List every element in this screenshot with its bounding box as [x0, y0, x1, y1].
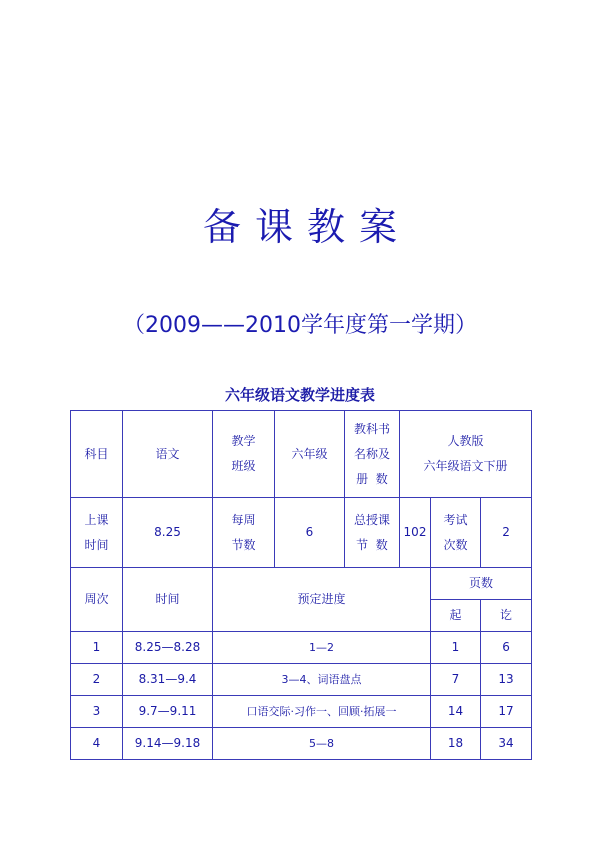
textbook-value-line2: 六年级语文下册	[423, 459, 508, 473]
document-title: 备课教案	[202, 205, 411, 249]
weekly-sessions-label	[213, 498, 275, 568]
week-cell: 4	[71, 728, 123, 760]
class-label-line2: 班级	[231, 459, 256, 473]
info-row-2	[71, 498, 532, 568]
page-start-cell: 7	[431, 664, 481, 696]
start-time-value: 8.25	[123, 498, 213, 568]
subject-value: 语文	[123, 411, 213, 498]
header-row-1	[71, 568, 532, 600]
total-sessions-value: 102	[400, 498, 431, 568]
subject-label: 科目	[71, 411, 123, 498]
page-end-cell: 6	[481, 632, 532, 664]
progress-header: 预定进度	[213, 568, 431, 632]
exam-count-label-line1: 考试	[443, 512, 468, 527]
week-cell: 1	[71, 632, 123, 664]
exam-count-value: 2	[481, 498, 532, 568]
textbook-label-line3: 册 数	[356, 471, 388, 486]
textbook-label-line2: 名称及	[353, 446, 390, 461]
textbook-value	[400, 411, 532, 498]
progress-cell: 5—8	[213, 728, 431, 760]
progress-cell: 1—2	[213, 632, 431, 664]
page-end-cell: 34	[481, 728, 532, 760]
page-end-header: 讫	[481, 600, 532, 632]
teaching-schedule-table	[70, 410, 532, 760]
time-cell: 8.25—8.28	[123, 632, 213, 664]
textbook-value-line1: 人教版	[447, 434, 484, 448]
textbook-label	[345, 411, 400, 498]
start-time-label	[71, 498, 123, 568]
exam-count-label-line2: 次数	[443, 537, 468, 552]
time-cell: 9.7—9.11	[123, 696, 213, 728]
page-start-header: 起	[431, 600, 481, 632]
total-sessions-label	[345, 498, 400, 568]
table-title: 六年级语文教学进度表	[224, 386, 375, 404]
page-start-cell: 18	[431, 728, 481, 760]
class-value: 六年级	[275, 411, 345, 498]
table-row	[71, 664, 532, 696]
start-time-label-line2: 时间	[84, 537, 109, 552]
total-sessions-label-line2: 节 数	[356, 537, 388, 552]
pages-header: 页数	[431, 568, 532, 600]
time-cell: 8.31—9.4	[123, 664, 213, 696]
table-row	[71, 632, 532, 664]
class-label	[213, 411, 275, 498]
start-time-label-line1: 上课	[84, 512, 109, 527]
table-row	[71, 728, 532, 760]
time-cell: 9.14—9.18	[123, 728, 213, 760]
page-end-cell: 17	[481, 696, 532, 728]
total-sessions-label-line1: 总授课	[353, 512, 390, 527]
weekly-sessions-label-line1: 每周	[231, 512, 256, 527]
progress-cell: 口语交际·习作一、回顾·拓展一	[213, 696, 431, 728]
page-start-cell: 1	[431, 632, 481, 664]
progress-cell: 3—4、词语盘点	[213, 664, 431, 696]
table-row	[71, 696, 532, 728]
weekly-sessions-label-line2: 节数	[231, 537, 256, 552]
week-header: 周次	[71, 568, 123, 632]
class-label-line1: 教学	[231, 434, 256, 448]
info-row-1	[71, 411, 532, 498]
exam-count-label	[431, 498, 481, 568]
week-cell: 2	[71, 664, 123, 696]
time-header: 时间	[123, 568, 213, 632]
weekly-sessions-value: 6	[275, 498, 345, 568]
page-end-cell: 13	[481, 664, 532, 696]
textbook-label-line1: 教科书	[353, 421, 390, 436]
week-cell: 3	[71, 696, 123, 728]
semester-subtitle: （2009——2010学年度第一学期）	[123, 313, 477, 338]
page-start-cell: 14	[431, 696, 481, 728]
